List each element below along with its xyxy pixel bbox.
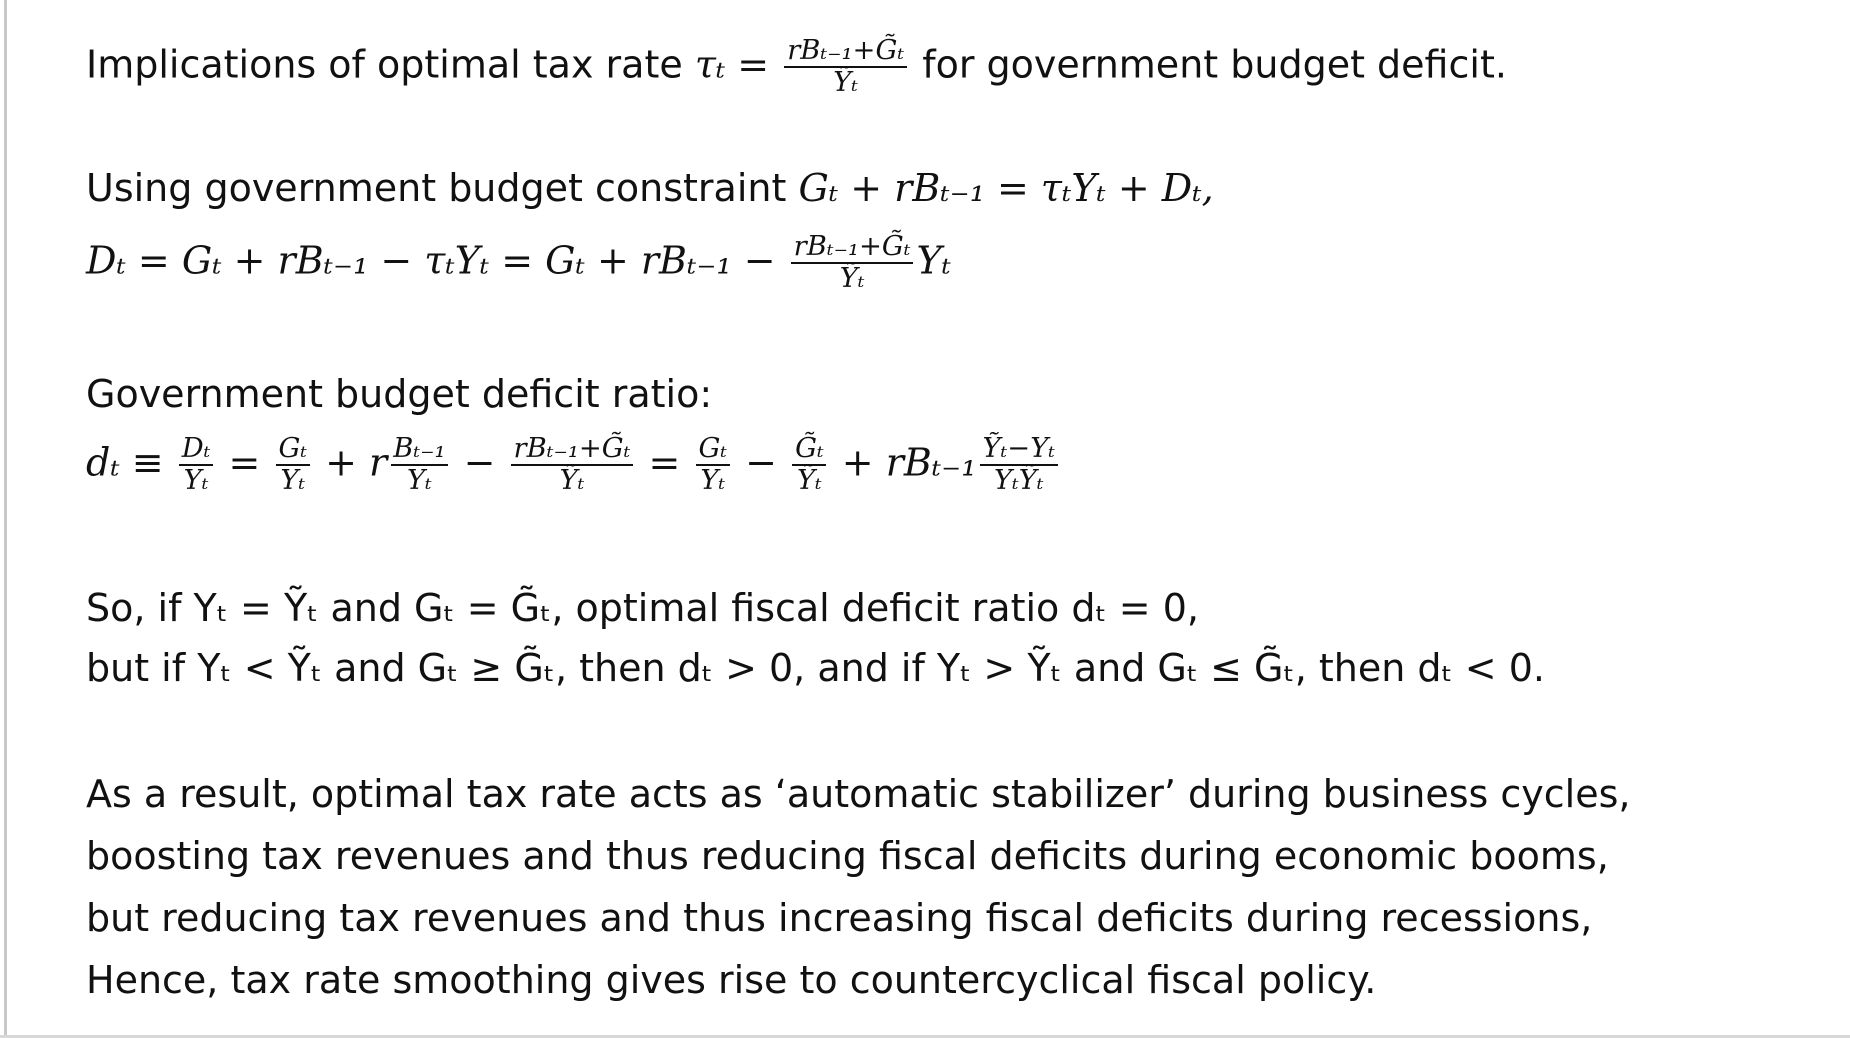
- ratio-frac-5-den: Yₜ: [700, 465, 726, 497]
- ratio-frac-3: [391, 434, 449, 496]
- ratio-equals-1: =: [216, 440, 273, 485]
- intro-tail: for government budget deficit.: [910, 42, 1507, 87]
- ratio-minus-1: −: [451, 440, 508, 485]
- deficit-derivation-tail: Yₜ: [916, 238, 952, 283]
- conclusion-text-1: As a result, optimal tax rate acts as ‘automatic stabilizer’ during business cycles,: [86, 772, 1631, 816]
- ratio-frac-7-den: YₜỸₜ: [993, 465, 1044, 497]
- condition-line-1: [86, 584, 1199, 633]
- tau-lhs: τₜ =: [694, 42, 782, 87]
- tau-fraction: [784, 36, 906, 98]
- ratio-frac-6-den: Ỹₜ: [796, 465, 822, 497]
- ratio-frac-3-den: Yₜ: [406, 465, 432, 497]
- ratio-frac-4-den: Ỹₜ: [559, 465, 585, 497]
- left-border: [4, 0, 7, 1038]
- ratio-frac-6-num: G̃ₜ: [792, 434, 826, 466]
- ratio-d-def: dₜ ≡: [86, 440, 176, 485]
- ratio-frac-3-num: Bₜ₋₁: [391, 434, 449, 466]
- ratio-minus-2: −: [733, 440, 790, 485]
- conclusion-line-4: [86, 956, 1376, 1005]
- ratio-frac-2-num: Gₜ: [276, 434, 310, 466]
- ratio-frac-1: [179, 434, 213, 496]
- ratio-frac-1-den: Yₜ: [183, 465, 209, 497]
- deficit-ratio-equation: [86, 434, 1061, 496]
- ratio-frac-7: [980, 434, 1058, 496]
- intro-line: [86, 36, 1507, 98]
- condition-text-1: So, if Yₜ = Ỹₜ and Gₜ = G̃ₜ, optimal fiscal deficit ratio dₜ = 0,: [86, 586, 1199, 630]
- ratio-frac-2-den: Yₜ: [280, 465, 306, 497]
- ratio-frac-2: [276, 434, 310, 496]
- conclusion-line-3: [86, 894, 1592, 943]
- deficit-frac-denominator: Ỹₜ: [839, 263, 865, 295]
- deficit-ratio-heading: [86, 370, 712, 419]
- deficit-ratio-heading-text: Government budget deficit ratio:: [86, 372, 713, 416]
- ratio-frac-5-num: Gₜ: [696, 434, 730, 466]
- conclusion-text-2: boosting tax revenues and thus reducing fiscal deficits during economic booms,: [86, 834, 1609, 878]
- ratio-frac-5: [696, 434, 730, 496]
- tau-denominator: Ỹₜ: [833, 67, 859, 99]
- conclusion-text-4: Hence, tax rate smoothing gives rise to countercyclical fiscal policy.: [86, 958, 1377, 1002]
- deficit-derivation-lhs: Dₜ = Gₜ + rBₜ₋₁ − τₜYₜ = Gₜ + rBₜ₋₁ −: [86, 238, 788, 283]
- condition-line-2: [86, 644, 1545, 693]
- deficit-derivation-line: [86, 232, 951, 294]
- budget-constraint-line: [86, 164, 1214, 213]
- conclusion-line-2: [86, 832, 1609, 881]
- budget-constraint-text: Using government budget constraint: [86, 166, 799, 210]
- ratio-frac-6: [792, 434, 826, 496]
- ratio-frac-1-num: Dₜ: [179, 434, 213, 466]
- condition-text-2: but if Yₜ < Ỹₜ and Gₜ ≥ G̃ₜ, then dₜ > 0, and if Yₜ > Ỹₜ and Gₜ ≤ G̃ₜ, then dₜ < 0.: [86, 646, 1545, 690]
- ratio-equals-2: =: [636, 440, 693, 485]
- tau-numerator: rBₜ₋₁+G̃ₜ: [784, 36, 906, 68]
- ratio-frac-4: [511, 434, 633, 496]
- ratio-plus-r: + r: [313, 440, 388, 485]
- deficit-derivation-fraction: [791, 232, 913, 294]
- ratio-plus-rb: + rBₜ₋₁: [829, 440, 977, 485]
- intro-text: Implications of optimal tax rate: [86, 42, 695, 87]
- ratio-frac-7-num: Ỹₜ−Yₜ: [980, 434, 1058, 466]
- conclusion-text-3: but reducing tax revenues and thus increasing fiscal deficits during recessions,: [86, 896, 1593, 940]
- budget-constraint-eq: Gₜ + rBₜ₋₁ = τₜYₜ + Dₜ,: [798, 166, 1214, 210]
- conclusion-line-1: [86, 770, 1630, 819]
- deficit-frac-numerator: rBₜ₋₁+G̃ₜ: [791, 232, 913, 264]
- ratio-frac-4-num: rBₜ₋₁+G̃ₜ: [511, 434, 633, 466]
